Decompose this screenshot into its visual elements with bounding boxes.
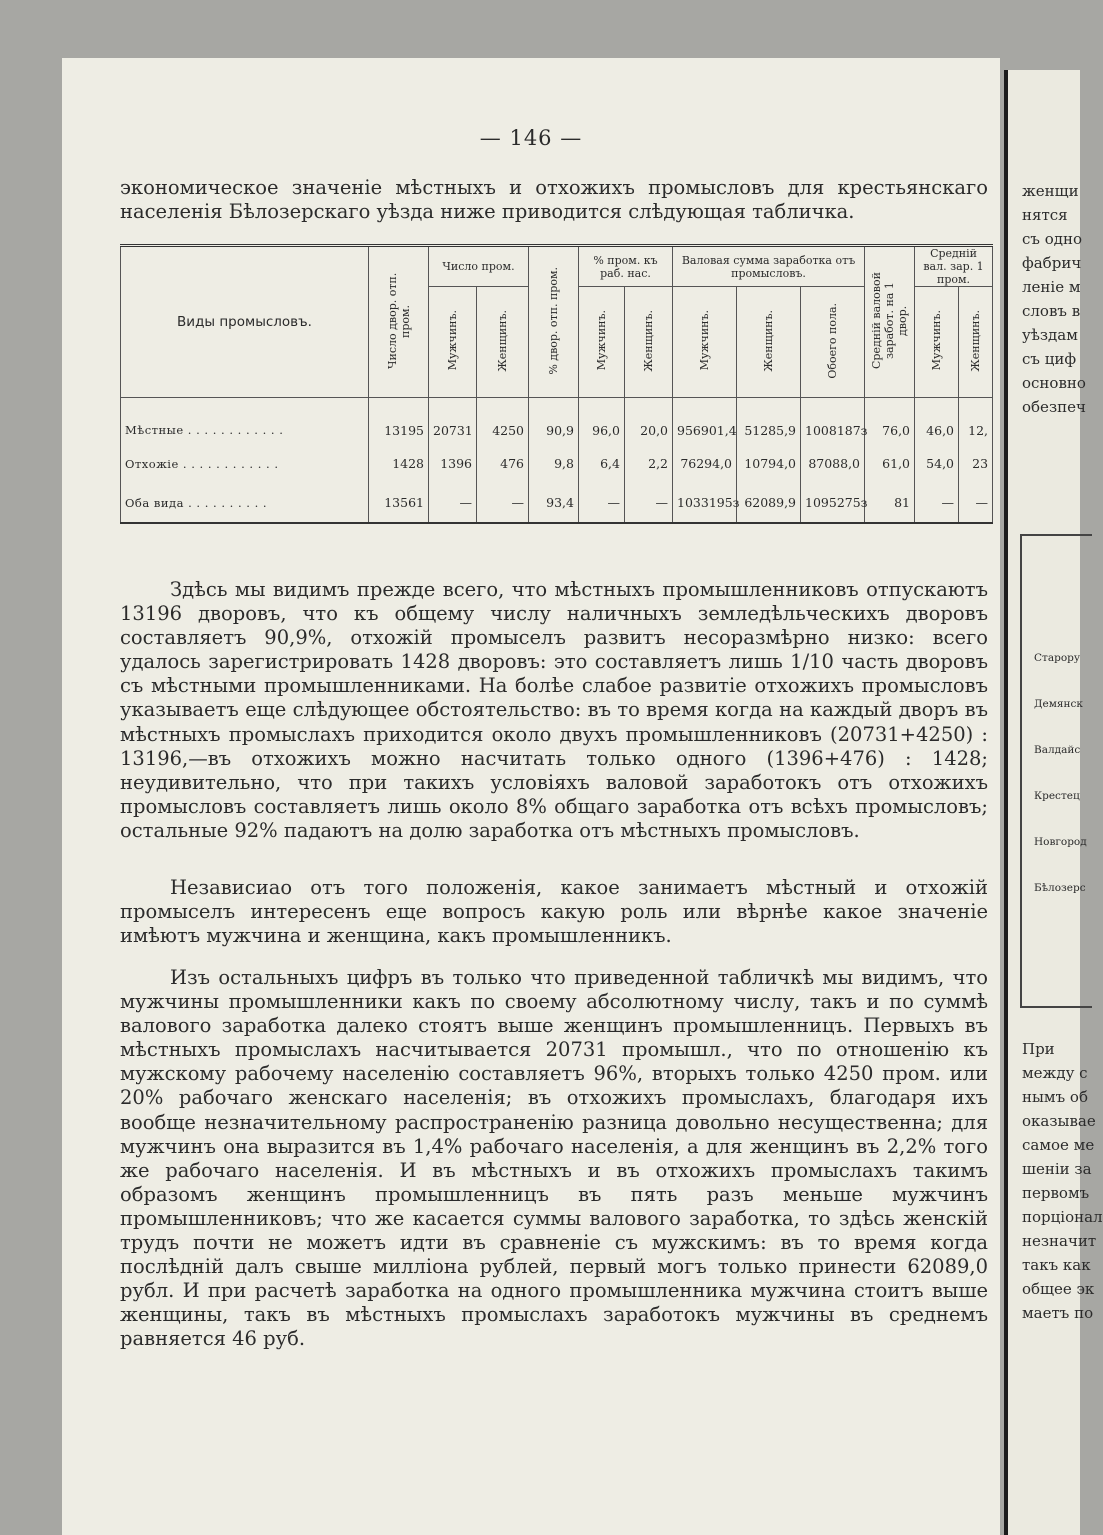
table-cell: 4250 [477, 398, 529, 445]
table-cell: 76,0 [865, 398, 915, 445]
table-cell: 1396 [429, 444, 477, 483]
facing-text-line: незначит [1022, 1232, 1097, 1250]
table-cell: 76294,0 [673, 444, 737, 483]
facing-page [1004, 70, 1103, 1535]
table-cell: 96,0 [579, 398, 625, 445]
facing-text-line: маетъ по [1022, 1304, 1094, 1322]
facing-text-line: При [1022, 1040, 1055, 1058]
table-cell: 1008187з [801, 398, 865, 445]
paragraph-1: Здѣсь мы видимъ прежде всего, что мѣстныхъ промышленниковъ отпускаютъ 13196 дворовъ, что къ общему числу наличныхъ земледѣльческихъ дворовъ составляетъ 90,9%, отхожій промыселъ развитъ несоразмѣрно низко: всего удалось зарегистрировать 1428 дворовъ: это составляетъ лишь 1/10 часть дворовъ съ мѣстными промышленниками. На болѣе слабое развитіе отхожихъ промысловъ указываетъ еще слѣдующее обстоятельство: въ то время когда на каждый дворъ въ мѣстныхъ промыслахъ приходится около двухъ промышленниковъ (20731+4250) : 13196,—въ отхожихъ можно насчитать только одного (1396+476) : 1428; неудивительно, что при такихъ условіяхъ валовой заработокъ отъ отхожихъ промысловъ составляетъ лишь около 8% общаго заработка отъ всѣхъ промысловъ; остальные 92% падаютъ на долю заработка отъ мѣстныхъ промысловъ. [120, 578, 988, 842]
table-cell: 46,0 [915, 398, 959, 445]
header-yards: Число двор. отп. пром. [385, 272, 412, 369]
facing-text-line: основно [1022, 374, 1086, 392]
facing-text-line: порціонал [1022, 1208, 1103, 1226]
table-cell: — [959, 483, 993, 523]
trades-table [120, 244, 993, 524]
facing-text-line: оказывае [1022, 1112, 1096, 1130]
facing-text-line: словъ в [1022, 302, 1081, 320]
table-cell: 12, [959, 398, 993, 445]
table-cell: 87088,0 [801, 444, 865, 483]
table-cell: 51285,9 [737, 398, 801, 445]
header-women: Женщинъ. [496, 309, 509, 372]
table-cell: 956901,4 [673, 398, 737, 445]
table-cell: — [429, 483, 477, 523]
table-cell: 1428 [369, 444, 429, 483]
table-cell: 93,4 [529, 483, 579, 523]
facing-text-line: самое ме [1022, 1136, 1095, 1154]
table-cell: 6,4 [579, 444, 625, 483]
facing-text-line: общее эк [1022, 1280, 1095, 1298]
table-cell: 61,0 [865, 444, 915, 483]
table-cell: — [915, 483, 959, 523]
table-cell: 476 [477, 444, 529, 483]
header-avg-worker-group: Средній вал. зар. 1 пром. [915, 246, 993, 287]
header-men: Мужчинъ. [698, 310, 712, 371]
paragraph-2: Независиао отъ того положенія, какое занимаетъ мѣстный и отхожій промыселъ интересенъ еще вопросъ какую роль или вѣрнѣе какое значеніе имѣютъ мужчина и женщина, какъ промышленникъ. [120, 876, 988, 948]
facing-table-label: Демянск [1034, 698, 1083, 710]
facing-text-line: такъ как [1022, 1256, 1091, 1274]
header-women: Женщинъ. [642, 309, 655, 372]
header-men: Мужчинъ. [595, 310, 608, 371]
header-women: Женщинъ. [969, 309, 983, 372]
facing-table-label: Крестец [1034, 790, 1080, 802]
table-cell: 1095275з [801, 483, 865, 523]
facing-text-line: съ циф [1022, 350, 1077, 368]
header-pct-group: % пром. къ раб. нас. [579, 246, 673, 287]
table-row [121, 398, 993, 445]
header-men: Мужчинъ. [446, 310, 459, 371]
paragraph-3: Изъ остальныхъ цифръ въ только что приведенной табличкѣ мы видимъ, что мужчины промышленники какъ по своему абсолютному числу, такъ и по суммѣ валового заработка далеко стоятъ выше женщинъ промышленницъ. Первыхъ въ мѣстныхъ промыслахъ насчитывается 20731 промышл., что по отношенію къ мужскому рабочему населенію составляетъ 96%, вторыхъ только 4250 пром. или 20% рабочаго женскаго населенія; въ отхожихъ промыслахъ, благодаря ихъ вообще незначительному распространенію разница довольно несущественна; для мужчинъ она выразится въ 1,4% рабочаго населенія, а для женщинъ въ 2,2% того же рабочаго населенія. И въ мѣстныхъ и въ отхожихъ промыслахъ такимъ образомъ женщинъ промышленницъ въ пять разъ меньше мужчинъ промышленниковъ; что же касается суммы валового заработка, то здѣсь женскій трудъ почти не можетъ идти въ сравненіе съ мужскимъ: въ то время когда послѣдній далъ свыше милліона рублей, первый могъ только принести 62089,0 рубл. И при расчетѣ заработка на одного промышленника мужчина стоитъ выше женщины, такъ въ мѣстныхъ промыслахъ заработокъ мужчины въ среднемъ равняется 46 руб. [120, 966, 988, 1351]
table-cell: 10794,0 [737, 444, 801, 483]
facing-text-line: женщи [1022, 182, 1079, 200]
table-cell: — [579, 483, 625, 523]
facing-text-line: первомъ [1022, 1184, 1090, 1202]
row-label: Оба вида . . . . . . . . . . [121, 483, 369, 523]
facing-text-line: съ одно [1022, 230, 1083, 248]
table-cell: 23 [959, 444, 993, 483]
table-cell: 13195 [369, 398, 429, 445]
facing-table-label: Валдайс [1034, 744, 1081, 756]
header-both-sexes: Обоего пола. [826, 302, 840, 379]
table-cell: 2,2 [625, 444, 673, 483]
header-men: Мужчинъ. [930, 310, 944, 371]
table-cell: 9,8 [529, 444, 579, 483]
facing-table-label: Бѣлозерс [1034, 882, 1086, 894]
table-row [121, 483, 993, 523]
header-gross-group: Валовая сумма заработка отъ промысловъ. [673, 246, 865, 287]
table-cell: 62089,9 [737, 483, 801, 523]
row-label: Мѣстные . . . . . . . . . . . . [121, 398, 369, 445]
facing-text-line: нымъ об [1022, 1088, 1088, 1106]
facing-text-line: обезпеч [1022, 398, 1086, 416]
facing-table-frame [1020, 534, 1092, 1008]
header-avg-yard: Средній валовой заработ. на 1 двор. [870, 272, 910, 369]
intro-paragraph: экономическое значеніе мѣстныхъ и отхожихъ промысловъ для крестьянскаго населенія Бѣлозерскаго уѣзда ниже приводится слѣдующая табличка. [120, 176, 988, 224]
header-women: Женщинъ. [762, 309, 776, 372]
table-cell: 13561 [369, 483, 429, 523]
row-label: Отхожіе . . . . . . . . . . . . [121, 444, 369, 483]
header-kinds: Виды промысловъ. [121, 246, 369, 398]
header-pct-yards: % двор. отп. пром. [547, 266, 560, 375]
table-cell: — [477, 483, 529, 523]
facing-text-line: леніе м [1022, 278, 1081, 296]
book-page [62, 58, 1000, 1535]
table-cell: 54,0 [915, 444, 959, 483]
table-cell: 1033195з [673, 483, 737, 523]
facing-text-line: фабрич [1022, 254, 1082, 272]
facing-text-line: уѣздам [1022, 326, 1078, 344]
table-cell: 20,0 [625, 398, 673, 445]
page-number: — 146 — [479, 126, 583, 150]
table-cell: — [625, 483, 673, 523]
facing-table-label: Староpу [1034, 652, 1081, 664]
header-count-group: Число пром. [429, 246, 529, 287]
table-cell: 90,9 [529, 398, 579, 445]
table-cell: 20731 [429, 398, 477, 445]
table-row [121, 444, 993, 483]
facing-table-label: Новгород [1034, 836, 1087, 848]
facing-text-line: нятся [1022, 206, 1068, 224]
facing-text-line: шеніи за [1022, 1160, 1092, 1178]
facing-text-line: между с [1022, 1064, 1088, 1082]
table-cell: 81 [865, 483, 915, 523]
